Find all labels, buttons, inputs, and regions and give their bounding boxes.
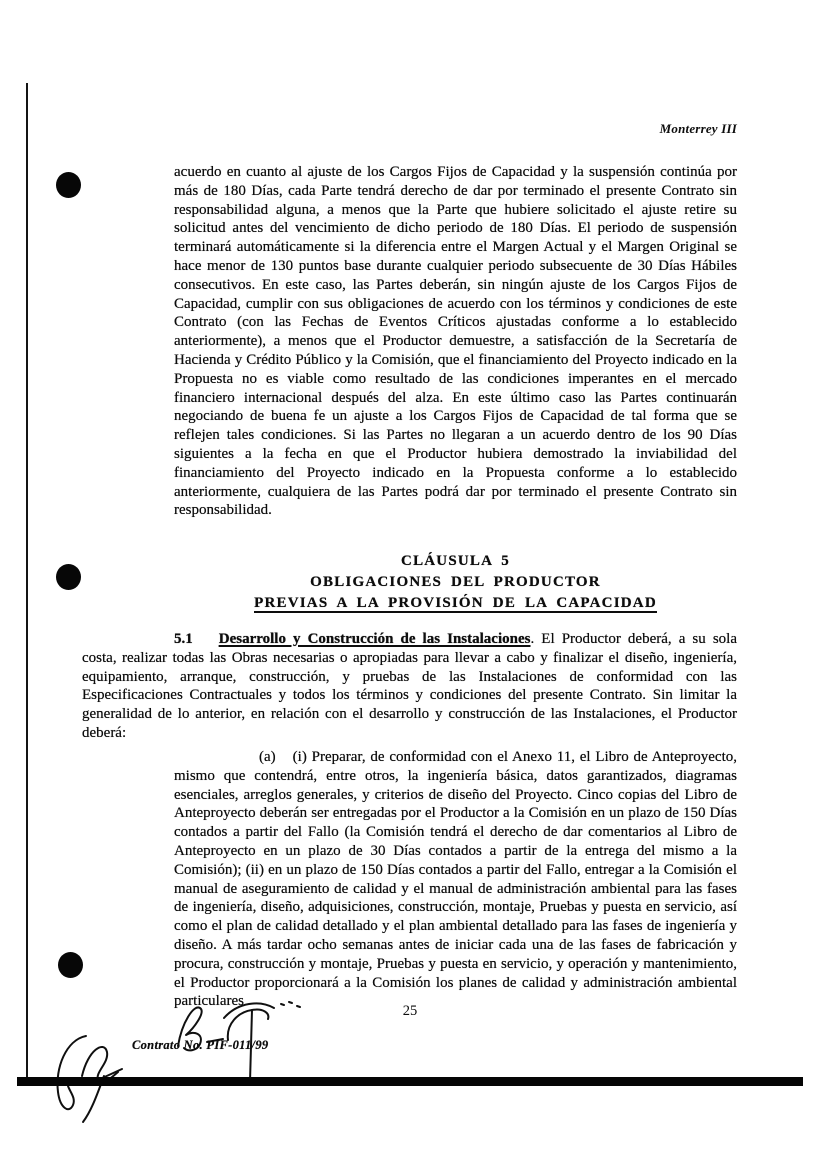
item-a-label: (a) [259,749,276,765]
section-body: . El Productor deberá, a su sola costa, realizar todas las Obras necesarias o apropiadas para llevar a cabo y finalizar el diseño, ingeniería, equipamiento, arranque, construcción, y pruebas de las Instalaciones de conformidad con las Especificaciones Contractuales y todos los términos y condiciones del presente Contrato. Sin limitar la generalidad de lo anterior, en relación con el desarrollo y construcción de las Instalaciones, el Productor deberá: [82,631,737,741]
section-5-1-paragraph [82,630,737,743]
hole-punch-dot [56,172,81,198]
hole-punch-dot [56,564,81,590]
section-title: Desarrollo y Construcción de las Instalaciones [218,631,531,647]
clause-subtitle-underlined: PREVIAS A LA PROVISIÓN DE LA CAPACIDAD [254,595,657,611]
section-number: 5.1 [174,631,193,647]
item-a-text: Preparar, de conformidad con el Anexo 11, el Libro de Anteproyecto, mismo que contendrá, entre otros, la ingeniería básica, datos garantizados, diagramas esenciales, arreglos generales, y criterios de diseño del Proyecto. Cinco copias del Libro de Anteproyecto deberán ser entregadas por el Productor a la Comisión en un plazo de 150 Días contados a partir del Fallo (la Comisión tendrá el derecho de dar comentarios al Libro de Anteproyecto en un plazo de 30 Días contados a partir de la entrega del mismo a la Comisión); (ii) en un plazo de 150 Días contados a partir del Fallo, entregar a la Comisión el manual de aseguramiento de calidad y el manual de administración ambiental para las fases de ingeniería, diseño, adquisiciones, construcción, montaje, Pruebas y puesta en servicio, así como el plan de calidad detallado y el plan ambiental detallado para las fases de ingeniería y diseño. A más tardar ocho semanas antes de iniciar cada una de las fases de fabricación y procura, construcción y montaje, Pruebas y puesta en servicio, y operación y mantenimiento, el Productor proporcionará a la Comisión los planes de calidad y administración ambiental particulares [174,749,737,1010]
footer-contract-number: Contrato No. PIF-011/99 [132,1038,269,1052]
continuation-paragraph: acuerdo en cuanto al ajuste de los Cargos Fijos de Capacidad y la suspensión continúa por más de 180 Días, cada Parte tendrá derecho de dar por terminado el presente Contrato sin responsabilidad alguna, a menos que la Parte que hubiere solicitado el ajuste retire su solicitud antes del vencimiento de dicho periodo de 180 Días. El periodo de suspensión terminará automáticamente si la diferencia entre el Margen Actual y el Margen Original se hace menor de 130 puntos base durante cualquier periodo subsecuente de 30 Días Hábiles consecutivos. En este caso, las Partes deberán, sin ningún ajuste de los Cargos Fijos de Capacidad, cumplir con sus obligaciones de acuerdo con los términos y condiciones de este Contrato (con las Fechas de Eventos Críticos ajustadas conforme a lo establecido anteriormente), a menos que el Productor demuestre, a satisfacción de la Secretaría de Hacienda y Crédito Público y la Comisión, que el financiamiento del Proyecto indicado en la Propuesta no es viable como resultado de las condiciones imperantes en el mercado financiero internacional después del alza. En este último caso las Partes continuarán negociando de buena fe un ajuste a los Cargos Fijos de Capacidad de tal forma que se reflejen tales condiciones. Si las Partes no llegaran a un acuerdo dentro de los 90 Días siguientes a la fecha en que el Productor hubiera demostrado la inviabilidad del financiamiento del Proyecto indicado en la Propuesta conforme a lo establecido anteriormente, cualquiera de las Partes podrá dar por terminado el presente Contrato sin responsabilidad. [174,164,737,519]
running-header: Monterrey III [659,121,737,136]
signature-scribble-flourish [52,1020,132,1128]
bottom-rule [17,1077,803,1086]
hole-punch-dot [58,952,83,978]
page-number: 25 [402,1003,418,1019]
left-margin-rule [26,83,28,1078]
item-a-paragraph [174,748,737,1011]
clause-subtitle: OBLIGACIONES DEL PRODUCTOR [310,574,601,590]
clause-title: CLÁUSULA 5 [401,553,510,569]
clause-heading [174,551,737,614]
item-i-label: (i) [292,749,307,765]
